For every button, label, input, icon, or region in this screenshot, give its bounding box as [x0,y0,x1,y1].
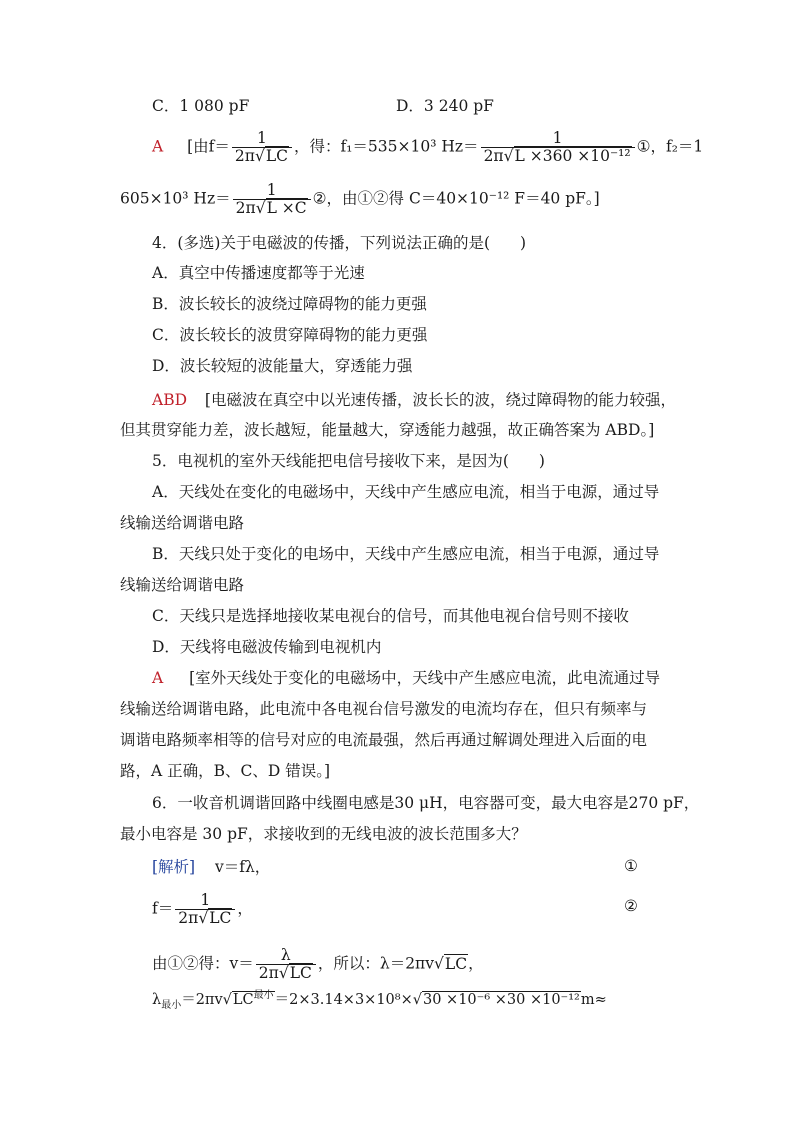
q6-stem-line2: 最小电容是 30 pF，求接收到的无线电波的波长范围多大？ [120,825,527,843]
jiexi-label: [解析] [152,858,196,876]
q6-equation-1: [解析] v＝fλ， [152,858,271,876]
q5-option-d: D．天线将电磁波传输到电视机内 [152,638,382,656]
q3-option-c: C．1 080 pF [152,97,250,115]
q3-solution-line2: 605×10³ Hz＝ $\frac{1}{2\pi√L \times C}$ ②，由①②得 C＝40×10⁻¹² F＝40 pF。] [120,181,600,217]
q4-explanation-line2: 但其贯穿能力差，波长越短，能量越大，穿透能力越强，故正确答案为 ABD。] [120,421,655,439]
q6-equation-4: $\lambda_{最小}=2\pi v√LC^{最小}=2\times 3.14\times 3\times 10^8\times√30 \times 10^{-6} \times 30 \times 10^{-12}m\approx$ [152,990,607,1011]
q5-explanation-line3: 调谐电路频率相等的信号对应的电流最强，然后再通过解调处理进入后面的电 [120,731,648,749]
q4-option-b: B．波长较长的波绕过障碍物的能力更强 [152,295,427,313]
q5-option-b-line2: 线输送给调谐电路 [120,576,245,594]
q5-option-b-line1: B．天线只处于变化的电场中，天线中产生感应电流，相当于电源，通过导 [152,545,660,563]
q5-explanation-line4: 路，A 正确，B、C、D 错误。] [120,762,331,780]
fraction: $\frac{\lambda}{2\pi√LC}$ [256,947,316,982]
q4-explanation-line1: ABD [电磁波在真空中以光速传播，波长长的波，绕过障碍物的能力较强， [152,391,676,409]
q4-option-d: D．波长较短的波能量大，穿透能力强 [152,357,413,375]
q4-option-c: C．波长较长的波贯穿障碍物的能力更强 [152,326,428,344]
q5-option-a-line2: 线输送给调谐电路 [120,514,245,532]
equation-marker-1: ① [624,857,638,875]
q6-equation-3: 由①②得：v＝ $\frac{\lambda}{2\pi√LC}$ ，所以：λ＝2πv√LC， [152,946,484,982]
q5-explanation-line2: 线输送给调谐电路，此电流中各电视台信号激发的电流均存在，但只有频率与 [120,700,648,718]
q5-stem: 5．电视机的室外天线能把电信号接收下来，是因为( ) [152,452,545,470]
q3-option-d: D．3 240 pF [396,97,494,115]
q6-equation-2: f＝ $\frac{1}{2\pi√LC}$ ， [152,891,253,927]
fraction: $\frac{1}{2\pi√LC}$ [232,130,292,165]
q5-answer: A [152,669,164,687]
q5-explanation-line1: A [室外天线处于变化的电磁场中，天线中产生感应电流，此电流通过导 [152,669,661,687]
q4-answer: ABD [152,391,188,409]
q4-option-a: A．真空中传播速度都等于光速 [152,264,365,282]
q5-option-c: C．天线只是选择地接收某电视台的信号，而其他电视台信号则不接收 [152,607,629,625]
fraction: $\frac{1}{2\pi√LC}$ [175,892,235,927]
fraction: $\frac{1}{2\pi√L \times C}$ [233,182,311,217]
q3-solution-line1: A [由f＝ $\frac{1}{2\pi√LC}$ ，得：f₁＝535×10³ Hz＝ $\frac{1}{\text{2π√L ×360 ×10⁻¹²}}$ ①，f₂＝1 [152,129,704,165]
q5-option-a-line1: A．天线处在变化的电磁场中，天线中产生感应电流，相当于电源，通过导 [152,483,660,501]
equation-marker-2: ② [624,897,638,915]
q3-answer: A [152,137,164,156]
q4-stem: 4．(多选)关于电磁波的传播，下列说法正确的是( ) [152,234,527,252]
fraction: $\frac{1}{\text{2π√L ×360 ×10⁻¹²}}$ [481,130,635,165]
q6-stem-line1: 6．一收音机调谐回路中线圈电感是30 μH，电容器可变，最大电容是270 pF， [152,794,700,812]
